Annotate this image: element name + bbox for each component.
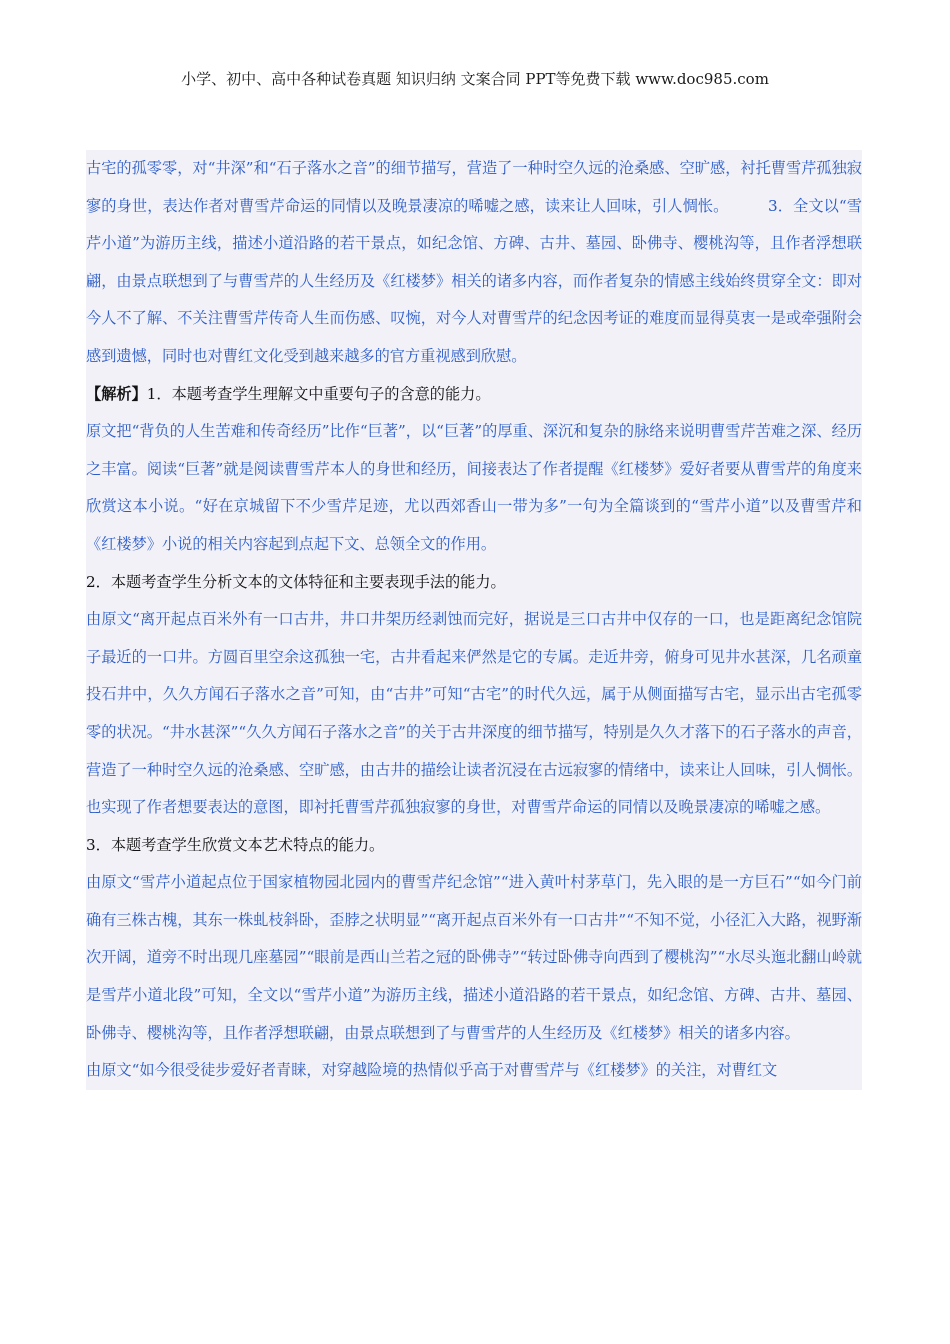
analysis-paragraph-2: 由原文“离开起点百米外有一口古井，井口井架历经剥蚀而完好，据说是三口古井中仅存的一口，也是距离纪念馆院子最近的一口井。方圆百里空余这孤独一宅，古井看起来俨然是它的专属。走近井旁，俯身可见井水甚深，几名顽童投石井中，久久方闻石子落水之音”可知，由“古井”可知“古宅”的时代久远，属于从侧面描写古宅，显示出古宅孤零零的状况。“井水甚深”“久久方闻石子落水之音”的关于古井深度的细节描写，特别是久久才落下的石子落水的声音，营造了一种时空久远的沧桑感、空旷感，由古井的描绘让读者沉浸在古远寂寥的情绪中，读来让人回味，引人惆怅。也实现了作者想要表达的意图，即衬托曹雪芹孤独寂寥的身世，对曹雪芹命运的同情以及晚景凄凉的唏嘘之感。 — [86, 610, 862, 817]
answer-paragraph: 古宅的孤零零，对“井深”和“石子落水之音”的细节描写，营造了一种时空久远的沧桑感、空旷感，衬托曹雪芹孤独寂寥的身世，表达作者对曹雪芹命运的同情以及晚景凄凉的唏嘘之感，读来让人回味，引人惆怅。 3．全文以“雪芹小道”为游历主线，描述小道沿路的若干景点，如纪念馆、方碑、古井、墓园、卧佛寺、樱桃沟等，且作者浮想联翩，由景点联想到了与曹雪芹的人生经历及《红楼梦》相关的诸多内容，而作者复杂的情感主线始终贯穿全文：即对今人不了解、不关注曹雪芹传奇人生而伤感、叹惋，对今人对曹雪芹的纪念因考证的难度而显得莫衷一是或牵强附会感到遗憾，同时也对曹红文化受到越来越多的官方重视感到欣慰。 — [86, 159, 862, 365]
page-header: 小学、初中、高中各种试卷真题 知识归纳 文案合同 PPT等免费下载 www.doc985.com — [181, 70, 769, 88]
analysis-paragraph-3: 由原文“雪芹小道起点位于国家植物园北园内的曹雪芹纪念馆”“进入黄叶村茅草门，先入眼的是一方巨石”“如今门前确有三株古槐，其东一株虬枝斜卧，歪脖之状明显”“离开起点百米外有一口古井”“不知不觉，小径汇入大路，视野渐次开阔，道旁不时出现几座墓园”“眼前是西山兰若之冠的卧佛寺”“转过卧佛寺向西到了樱桃沟”“水尽头迤北翻山岭就是雪芹小道北段”可知，全文以“雪芹小道”为游历主线，描述小道沿路的若干景点，如纪念馆、方碑、古井、墓园、卧佛寺、樱桃沟等，且作者浮想联翩，由景点联想到了与曹雪芹的人生经历及《红楼梦》相关的诸多内容。 — [86, 873, 862, 1042]
analysis-heading-text: 1．本题考查学生理解文中重要句子的含意的能力。 — [146, 384, 491, 403]
document-body — [86, 150, 862, 1090]
analysis-mark: 【解析】 — [86, 384, 147, 403]
analysis-paragraph-3-tail: 由原文“如今很受徒步爱好者青睐，对穿越险境的热情似乎高于对曹雪芹与《红楼梦》的关注，对曹红文 — [86, 1061, 778, 1080]
question-2-heading: 2．本题考查学生分析文本的文体特征和主要表现手法的能力。 — [86, 572, 506, 591]
analysis-heading — [86, 376, 862, 414]
analysis-paragraph-1: 原文把“背负的人生苦难和传奇经历”比作“巨著”，以“巨著”的厚重、深沉和复杂的脉络来说明曹雪芹苦难之深、经历之丰富。阅读“巨著”就是阅读曹雪芹本人的身世和经历，间接表达了作者提醒《红楼梦》爱好者要从曹雪芹的角度来欣赏这本小说。“好在京城留下不少雪芹足迹，尤以西郊香山一带为多”一句为全篇谈到的“雪芹小道”以及曹雪芹和《红楼梦》小说的相关内容起到点起下文、总领全文的作用。 — [86, 422, 862, 553]
question-3-heading: 3．本题考查学生欣赏文本艺术特点的能力。 — [86, 835, 385, 854]
